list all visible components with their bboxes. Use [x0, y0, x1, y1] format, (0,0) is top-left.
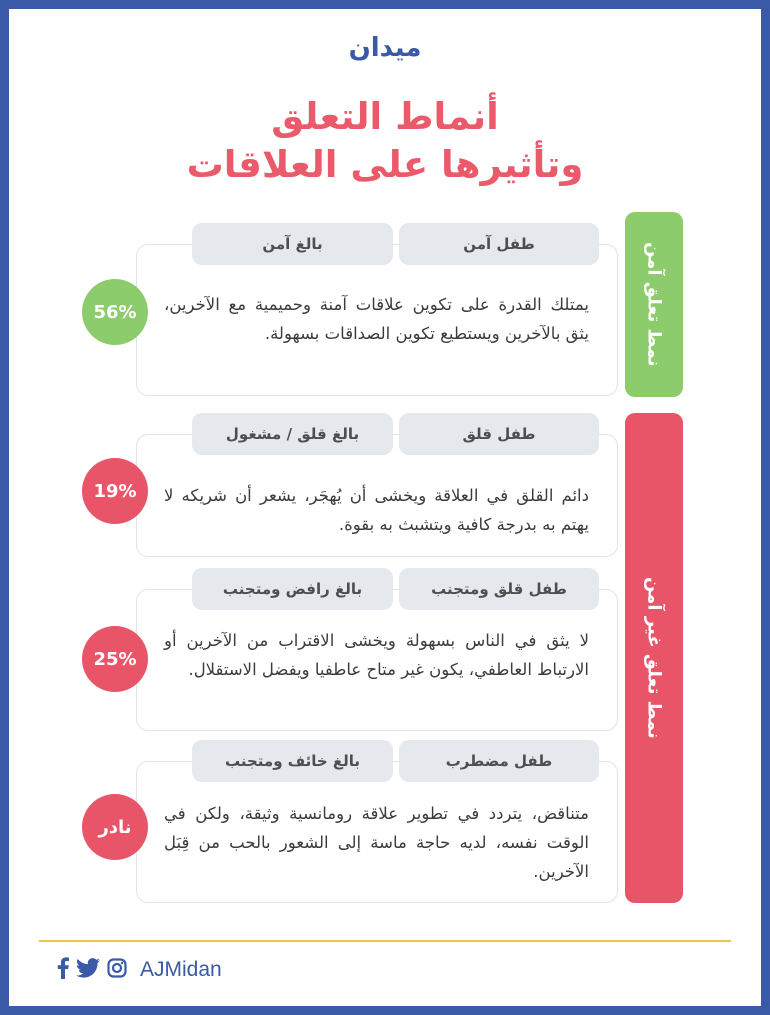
style-description: يمتلك القدرة على تكوين علاقات آمنة وحميمية مع الآخرين، يثق بالآخرين ويستطيع تكوين الصداقات بسهولة.	[164, 295, 589, 343]
adult-style-tag: بالغ قلق / مشغول	[192, 413, 393, 455]
social-links	[57, 956, 222, 984]
insecure-category-band	[625, 413, 683, 903]
secure-category-band	[625, 212, 683, 397]
adult-style-tag: بالغ آمن	[192, 223, 393, 265]
title-line-2: وتأثيرها على العلاقات	[186, 143, 584, 187]
insecure-category-label: نمط تعلق غير آمن	[643, 577, 665, 739]
title-line-1: أنماط التعلق	[271, 95, 499, 138]
infographic	[9, 9, 761, 1006]
percentage-badge: 19%	[82, 458, 148, 524]
child-style-tag: طفل قلق	[399, 413, 599, 455]
social-handle[interactable]: AJMidan	[140, 958, 222, 981]
footer-divider	[39, 940, 731, 942]
percentage-badge: نادر	[82, 794, 148, 860]
midan-logo: ميدان	[348, 33, 422, 63]
page-title	[9, 93, 761, 189]
secure-category-label: نمط تعلق آمن	[643, 242, 665, 367]
child-style-tag: طفل مضطرب	[399, 740, 599, 782]
twitter-icon[interactable]	[76, 958, 100, 982]
percentage-badge: 56%	[82, 279, 148, 345]
adult-style-tag: بالغ رافض ومتجنب	[192, 568, 393, 610]
style-description: دائم القلق في العلاقة ويخشى أن يُهجَر، يشعر أن شريكه لا يهتم به بدرجة كافية ويتشبث به بقوة.	[164, 486, 589, 534]
style-description: لا يثق في الناس بسهولة ويخشى الاقتراب من الآخرين أو الارتباط العاطفي، يكون غير متاح عاطفيا ويفضل الاستقلال.	[164, 631, 589, 679]
instagram-icon[interactable]	[107, 958, 127, 982]
percentage-badge: 25%	[82, 626, 148, 692]
style-description: متناقض، يتردد في تطوير علاقة رومانسية وثيقة، ولكن في الوقت نفسه، لديه حاجة ماسة إلى الشعور بالحب من قِبَل الآخرين.	[164, 804, 589, 881]
facebook-icon[interactable]	[57, 957, 69, 983]
child-style-tag: طفل آمن	[399, 223, 599, 265]
child-style-tag: طفل قلق ومتجنب	[399, 568, 599, 610]
adult-style-tag: بالغ خائف ومتجنب	[192, 740, 393, 782]
